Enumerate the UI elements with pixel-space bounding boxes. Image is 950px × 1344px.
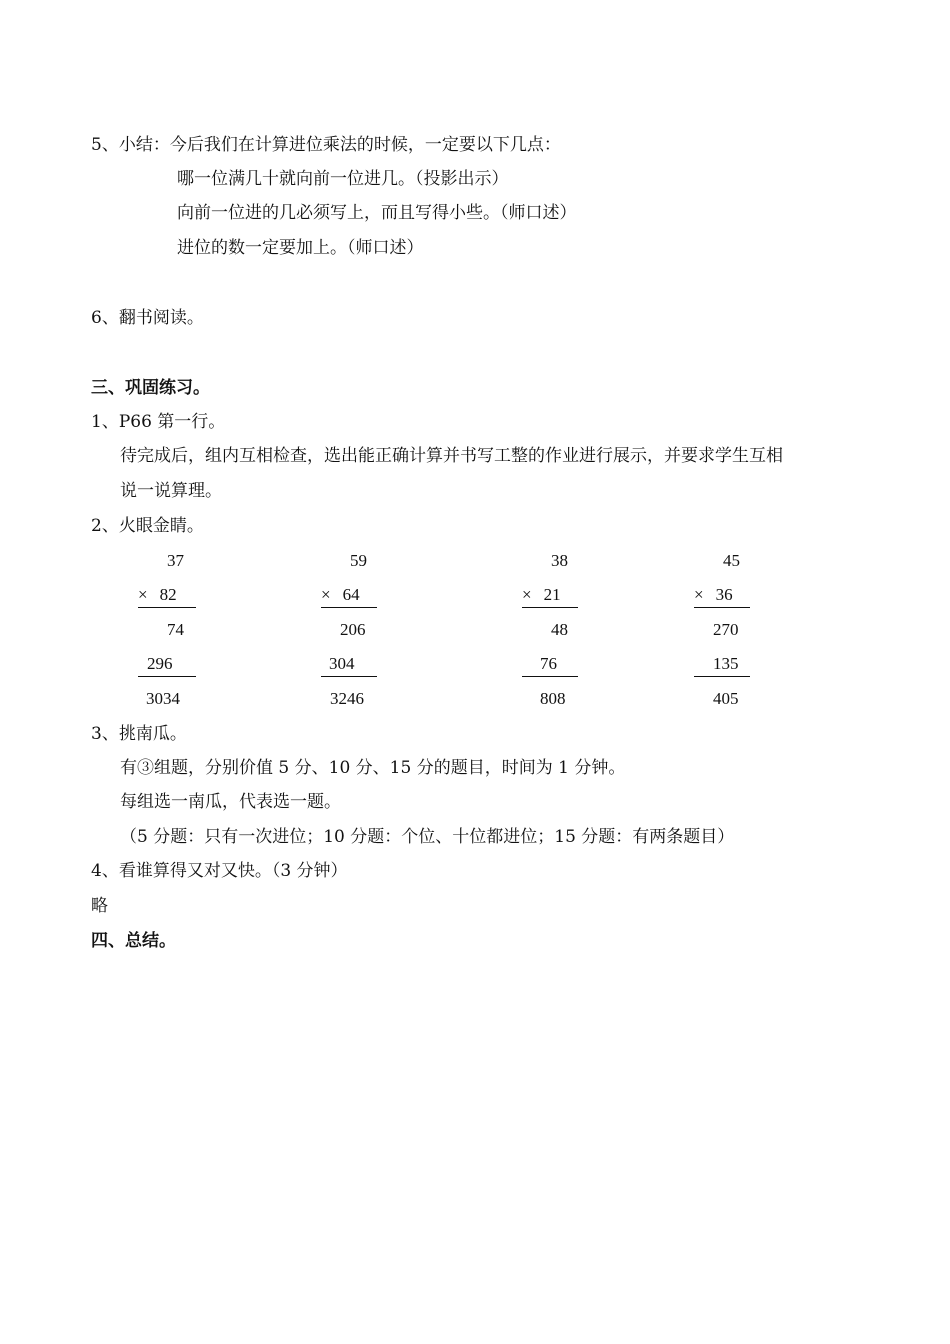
exercise-3-title: 3、挑南瓜。 <box>91 724 187 744</box>
exercise-4-text: 略 <box>91 896 108 916</box>
multiplier-row <box>138 584 196 608</box>
summary-point-1: 哪一位满几十就向前一位进几。（投影出示） <box>177 169 509 189</box>
exercise-3-text-line-2: 每组选一南瓜，代表选一题。 <box>120 792 341 812</box>
partial-product-2: 135 <box>694 653 750 677</box>
exercise-3-text-line-3: （5 分题：只有一次进位；10 分题：个位、十位都进位；15 分题：有两条题目） <box>120 827 735 847</box>
multiplier: 64 <box>342 585 360 604</box>
final-product: 3246 <box>330 689 364 708</box>
multiplier: 82 <box>159 585 177 604</box>
multiplier: 21 <box>543 585 561 604</box>
reading-item: 6、翻书阅读。 <box>91 308 204 328</box>
exercise-1-text-line-1: 待完成后，组内互相检查，选出能正确计算并书写工整的作业进行展示，并要求学生互相 <box>120 446 783 466</box>
exercise-2-title: 2、火眼金睛。 <box>91 516 204 536</box>
multiplier-row <box>694 584 750 608</box>
multiplier-row <box>321 584 377 608</box>
multiplier-row <box>522 584 578 608</box>
final-product: 3034 <box>146 689 180 708</box>
exercise-4-title: 4、看谁算得又对又快。（3 分钟） <box>91 861 348 881</box>
final-product: 405 <box>713 689 739 708</box>
exercise-1-title: 1、P66 第一行。 <box>91 412 226 432</box>
times-sign: × <box>694 585 704 604</box>
section-3-title: 三、巩固练习。 <box>91 378 210 398</box>
partial-product-2: 76 <box>522 653 578 677</box>
partial-product-2: 296 <box>138 653 196 677</box>
partial-product-2: 304 <box>321 653 377 677</box>
exercise-3-text-line-1: 有③组题，分别价值 5 分、10 分、15 分的题目，时间为 1 分钟。 <box>120 758 626 778</box>
summary-heading: 5、小结：今后我们在计算进位乘法的时候，一定要以下几点： <box>91 135 561 155</box>
final-product: 808 <box>540 689 566 708</box>
summary-point-3: 进位的数一定要加上。（师口述） <box>177 238 424 258</box>
multiplicand: 45 <box>723 551 740 570</box>
multiplicand: 59 <box>350 551 367 570</box>
section-4-title: 四、总结。 <box>91 931 176 951</box>
multiplicand: 38 <box>551 551 568 570</box>
multiplier: 36 <box>715 585 733 604</box>
multiplicand: 37 <box>167 551 184 570</box>
partial-product-1: 206 <box>340 620 366 639</box>
times-sign: × <box>321 585 331 604</box>
times-sign: × <box>522 585 532 604</box>
partial-product-1: 48 <box>551 620 568 639</box>
partial-product-1: 270 <box>713 620 739 639</box>
summary-point-2: 向前一位进的几必须写上，而且写得小些。（师口述） <box>177 203 577 223</box>
exercise-1-text-line-2: 说一说算理。 <box>120 481 222 501</box>
partial-product-1: 74 <box>167 620 184 639</box>
times-sign: × <box>138 585 148 604</box>
